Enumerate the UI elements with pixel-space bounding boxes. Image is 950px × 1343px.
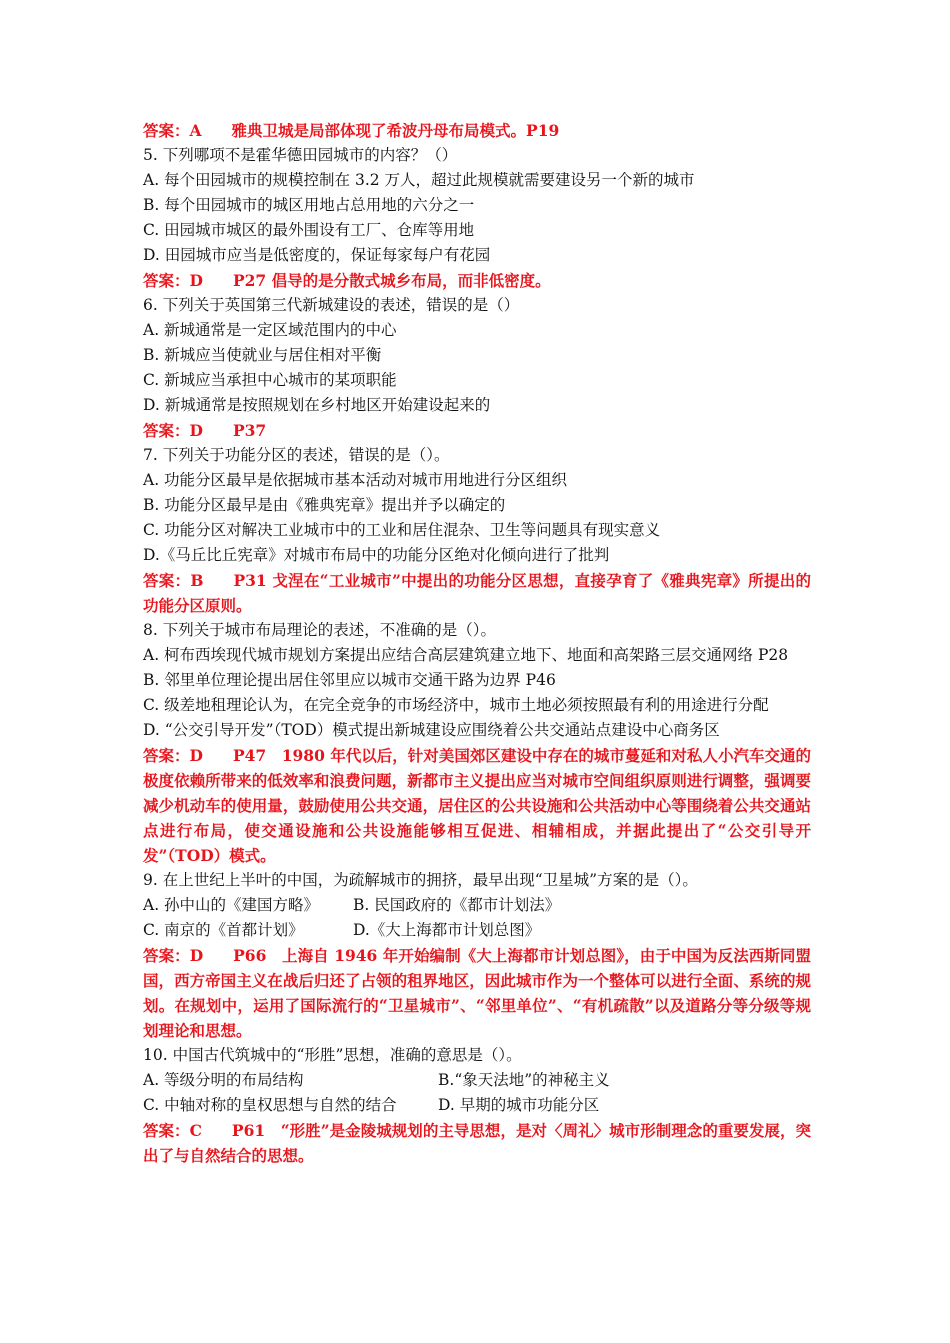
option-c: C. 级差地租理论认为，在完全竞争的市场经济中，城市土地必须按照最有利的用途进行分配	[143, 696, 769, 714]
option-d: D. 新城通常是按照规划在乡村地区开始建设起来的	[143, 396, 491, 414]
answer-label: 答案：D	[143, 946, 204, 965]
option-b: B.“象天法地”的神秘主义	[438, 1071, 610, 1089]
answer-text: P31 戈涅在“工业城市”中提出的功能分区思想，直接孕育了《雅典宪章》所提出的功能分区原则。	[143, 571, 811, 615]
option-d: D.《马丘比丘宪章》对城市布局中的功能分区绝对化倾向进行了批判	[143, 546, 610, 564]
answer-text: P37	[232, 421, 267, 440]
option-b: B. 邻里单位理论提出居住邻里应以城市交通干路为边界 P46	[143, 671, 556, 689]
option-c: C. 中轴对称的皇权思想与自然的结合	[143, 1096, 397, 1114]
answer-label: 答案：D	[143, 746, 203, 765]
option-d: D. 田园城市应当是低密度的，保证每家每户有花园	[143, 246, 491, 264]
answer-label: 答案：A	[143, 121, 202, 140]
question-8: 8. 下列关于城市布局理论的表述，不准确的是（）。	[143, 621, 496, 639]
option-a: A. 孙中山的《建国方略》	[143, 896, 320, 914]
option-c: C. 新城应当承担中心城市的某项职能	[143, 371, 397, 389]
option-b: B. 每个田园城市的城区用地占总用地的六分之一	[143, 196, 475, 214]
question-5: 5. 下列哪项不是霍华德田园城市的内容？（）	[143, 146, 458, 164]
question-10: 10. 中国古代筑城中的“形胜”思想，准确的意思是（）。	[143, 1046, 522, 1064]
answer-label: 答案：D	[143, 271, 203, 290]
answer-7	[143, 568, 811, 618]
answer-text: P27 倡导的是分散式城乡布局，而非低密度。	[232, 271, 551, 290]
answer-text: P66 上海自 1946 年开始编制《大上海都市计划总图》，由于中国为反法西斯同盟国，西方帝国主义在战后归还了占领的租界地区，因此城市作为一个整体可以进行全面、系统的规划。在规划中，运用了国际流行的“卫星城市”、“邻里单位”、“有机疏散”以及道路分等分级等规划理论和思想。	[143, 946, 811, 1040]
options-row-cd	[143, 918, 811, 943]
option-d: D. 早期的城市功能分区	[438, 1096, 600, 1114]
option-a: A. 功能分区最早是依据城市基本活动对城市用地进行分区组织	[143, 471, 568, 489]
answer-label: 答案：C	[143, 1121, 202, 1140]
option-c: C. 田园城市城区的最外围设有工厂、仓库等用地	[143, 221, 475, 239]
options-row-ab	[143, 893, 811, 918]
question-7: 7. 下列关于功能分区的表述，错误的是（）。	[143, 446, 450, 464]
answer-label: 答案：B	[143, 571, 204, 590]
option-a: A. 等级分明的布局结构	[143, 1071, 304, 1089]
option-b: B. 新城应当使就业与居住相对平衡	[143, 346, 382, 364]
answer-10	[143, 1118, 811, 1168]
option-b: B. 功能分区最早是由《雅典宪章》提出并予以确定的	[143, 496, 506, 514]
answer-text: P47 1980 年代以后，针对美国郊区建设中存在的城市蔓延和对私人小汽车交通的极度依赖所带来的低效率和浪费问题，新都市主义提出应当对城市空间组织原则进行调整，强调要减少机动车的使用量，鼓励使用公共交通，居住区的公共设施和公共活动中心等围绕着公共交通站点进行布局，使交通设施和公共设施能够相互促进、相辅相成，并据此提出了“公交引导开发”（TOD）模式。	[143, 746, 811, 865]
answer-text: 雅典卫城是局部体现了希波丹母布局模式。P19	[231, 121, 560, 140]
option-c: C. 功能分区对解决工业城市中的工业和居住混杂、卫生等问题具有现实意义	[143, 521, 661, 539]
answer-8	[143, 743, 811, 868]
answer-6	[143, 418, 811, 443]
answer-9	[143, 943, 811, 1043]
answer-5	[143, 268, 811, 293]
option-d: D.《大上海都市计划总图》	[353, 921, 541, 939]
answer-label: 答案：D	[143, 421, 203, 440]
answer-text: P61 “形胜”是金陵城规划的主导思想，是对〈周礼〉城市形制理念的重要发展，突出了与自然结合的思想。	[143, 1121, 811, 1165]
option-d: D. “公交引导开发”（TOD）模式提出新城建设应围绕着公共交通站点建设中心商务区	[143, 721, 720, 739]
option-a: A. 柯布西埃现代城市规划方案提出应结合高层建筑建立地下、地面和高架路三层交通网络 P28	[143, 646, 789, 664]
question-6: 6. 下列关于英国第三代新城建设的表述，错误的是（）	[143, 296, 520, 314]
option-a: A. 每个田园城市的规模控制在 3.2 万人，超过此规模就需要建设另一个新的城市	[143, 171, 695, 189]
option-b: B. 民国政府的《都市计划法》	[353, 896, 561, 914]
option-c: C. 南京的《首都计划》	[143, 921, 304, 939]
options-row-cd	[143, 1093, 811, 1118]
answer-4	[143, 118, 811, 143]
options-row-ab	[143, 1068, 811, 1093]
document-page	[143, 118, 811, 1168]
question-9: 9. 在上世纪上半叶的中国，为疏解城市的拥挤，最早出现“卫星城”方案的是（）。	[143, 871, 698, 889]
option-a: A. 新城通常是一定区域范围内的中心	[143, 321, 397, 339]
